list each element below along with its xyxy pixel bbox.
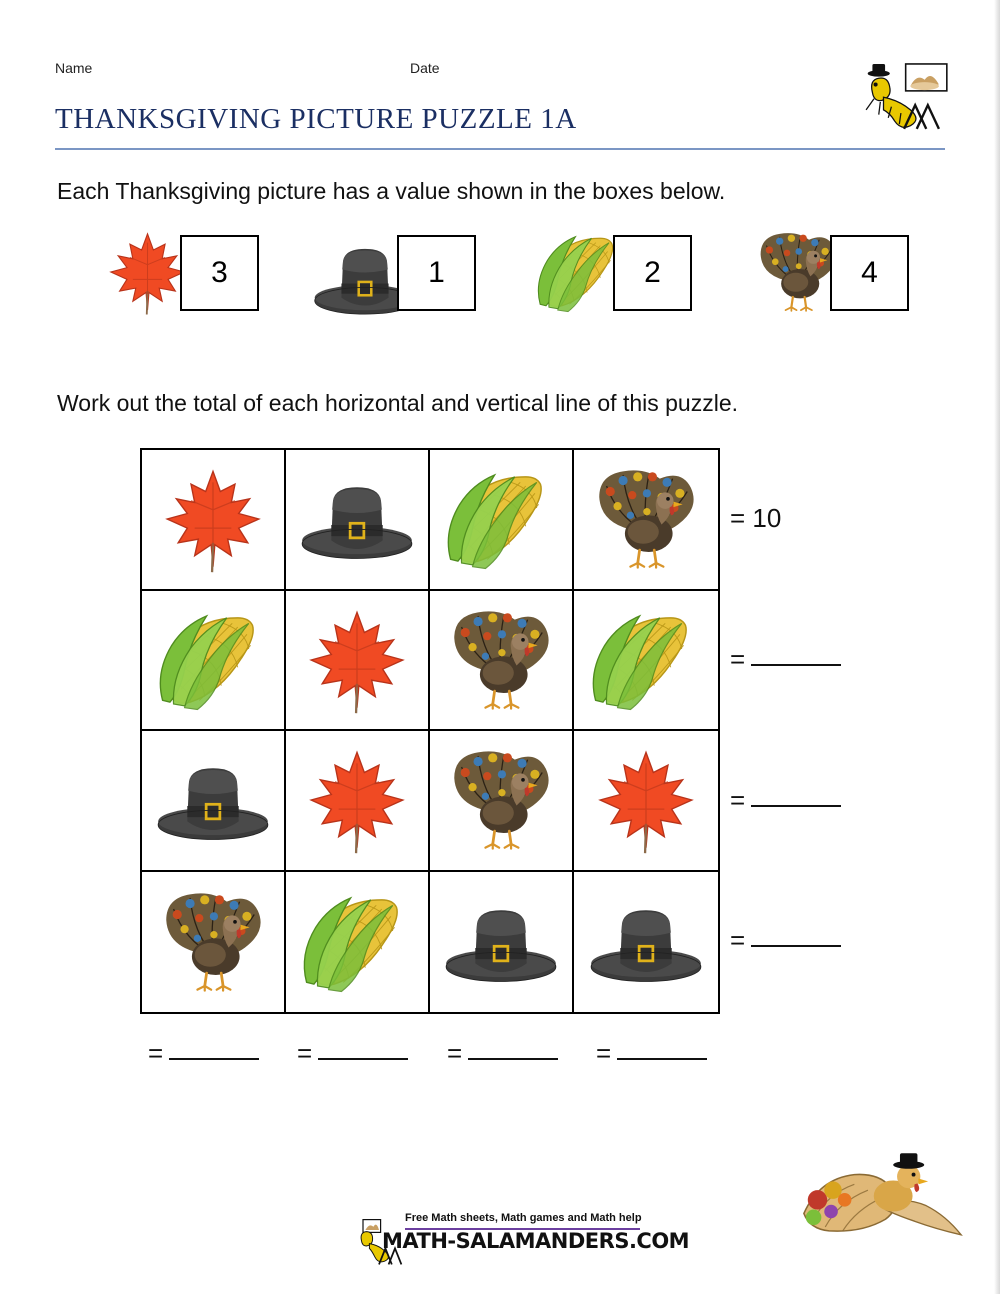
equals-sign: = — [297, 1038, 313, 1068]
corn-cob-icon — [586, 605, 706, 715]
salamander-logo-icon — [855, 62, 950, 134]
answer-blank[interactable] — [751, 663, 841, 666]
footer — [355, 1212, 690, 1270]
equals-sign: = — [730, 785, 746, 815]
row-answer-4[interactable] — [730, 925, 841, 956]
grid-cell — [430, 872, 574, 1013]
corn-cob-icon — [153, 605, 273, 715]
answer-blank[interactable] — [617, 1057, 707, 1060]
row-answer-value: 10 — [752, 503, 782, 533]
name-label: Name — [55, 60, 93, 76]
key-value-box: 2 — [613, 235, 692, 311]
grid-cell — [574, 591, 718, 732]
equals-sign: = — [730, 644, 746, 674]
equals-sign: = — [596, 1038, 612, 1068]
pilgrim-hat-icon — [441, 887, 561, 997]
maple-leaf-icon — [297, 745, 417, 855]
column-answer-1[interactable] — [148, 1038, 259, 1069]
row-answer-2[interactable] — [730, 644, 841, 675]
maple-leaf-icon — [297, 605, 417, 715]
key-item-leaf — [100, 228, 295, 316]
answer-blank[interactable] — [318, 1057, 408, 1060]
column-answer-4[interactable] — [596, 1038, 707, 1069]
date-label: Date — [410, 60, 440, 76]
maple-leaf-icon — [153, 464, 273, 574]
grid-cell — [286, 591, 430, 732]
turkey-icon — [586, 464, 706, 574]
column-answer-2[interactable] — [297, 1038, 408, 1069]
turkey-icon — [441, 605, 561, 715]
equals-sign: = — [730, 925, 746, 955]
key-item-corn — [533, 228, 728, 316]
turkey-icon — [441, 745, 561, 855]
pilgrim-hat-icon — [586, 887, 706, 997]
grid-cell — [574, 450, 718, 591]
key-value-box: 1 — [397, 235, 476, 311]
cornucopia-turkey-icon — [800, 1140, 965, 1250]
answer-blank[interactable] — [751, 804, 841, 807]
key-item-hat — [317, 228, 512, 316]
value-key — [100, 228, 920, 318]
grid-cell — [142, 731, 286, 872]
answer-blank[interactable] — [169, 1057, 259, 1060]
grid-cell — [286, 450, 430, 591]
corn-cob-icon — [441, 464, 561, 574]
answer-blank[interactable] — [468, 1057, 558, 1060]
instruction-line-1: Each Thanksgiving picture has a value shown in the boxes below. — [57, 178, 726, 204]
key-value-box: 4 — [830, 235, 909, 311]
corn-cob-icon — [297, 887, 417, 997]
answer-blank[interactable] — [751, 944, 841, 947]
turkey-icon — [153, 887, 273, 997]
row-answer-1 — [730, 503, 781, 534]
equals-sign: = — [730, 503, 746, 533]
grid-cell — [142, 450, 286, 591]
grid-cell — [430, 450, 574, 591]
header-fields — [55, 60, 905, 80]
equals-sign: = — [447, 1038, 463, 1068]
footer-url[interactable]: MATH-SALAMANDERS.COM — [382, 1229, 690, 1253]
grid-cell — [286, 872, 430, 1013]
pilgrim-hat-icon — [153, 745, 273, 855]
grid-cell — [286, 731, 430, 872]
instruction-line-2: Work out the total of each horizontal and vertical line of this puzzle. — [57, 390, 739, 416]
maple-leaf-icon — [586, 745, 706, 855]
page-edge-shadow — [994, 0, 1000, 1294]
page-title: THANKSGIVING PICTURE PUZZLE 1A — [55, 103, 577, 135]
grid-cell — [574, 731, 718, 872]
grid-cell — [430, 731, 574, 872]
row-answer-3[interactable] — [730, 785, 841, 816]
pilgrim-hat-icon — [297, 464, 417, 574]
key-item-turkey — [750, 228, 945, 316]
puzzle-grid — [140, 448, 720, 1014]
footer-tagline: Free Math sheets, Math games and Math help — [405, 1212, 642, 1224]
grid-cell — [430, 591, 574, 732]
grid-cell — [142, 872, 286, 1013]
equals-sign: = — [148, 1038, 164, 1068]
grid-cell — [142, 591, 286, 732]
key-value-box: 3 — [180, 235, 259, 311]
title-divider — [55, 148, 945, 150]
grid-cell — [574, 872, 718, 1013]
column-answer-3[interactable] — [447, 1038, 558, 1069]
